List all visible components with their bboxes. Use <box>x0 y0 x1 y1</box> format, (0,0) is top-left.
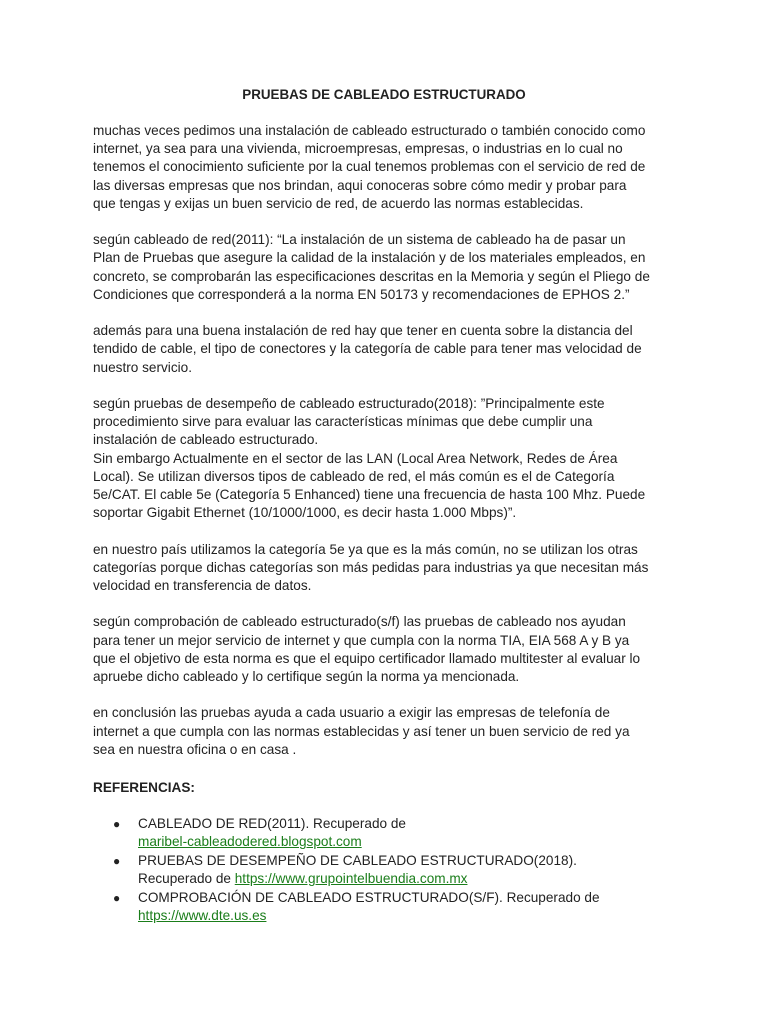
text-line: Sin embargo Actualmente en el sector de las LAN (Local Area Network, Redes de Área <box>93 450 618 466</box>
bullet-icon: ● <box>113 890 121 905</box>
reference-link-line <box>138 833 693 851</box>
reference-item <box>113 852 693 889</box>
paragraph-categoria-5e <box>93 541 683 596</box>
text-line: en nuestro país utilizamos la categoría 5e ya que es la más común, no se utilizan los otras <box>93 541 638 557</box>
text-line: internet a que cumpla con las normas establecidas y así tener un buen servicio de red ya <box>93 723 630 739</box>
text-line: 5e/CAT. El cable 5e (Categoría 5 Enhanced) tiene una frecuencia de hasta 100 Mhz. Puede <box>93 487 646 503</box>
paragraph-comprobacion <box>93 613 683 686</box>
text-line: nuestro servicio. <box>93 359 192 375</box>
text-line: que tengas y exijas un buen servicio de red, de acuerdo las normas establecidas. <box>93 195 584 211</box>
text-line: las diversas empresas que nos brindan, aqui conoceras sobre cómo medir y probar para <box>93 177 627 193</box>
paragraph-conclusion <box>93 704 683 759</box>
text-line: según pruebas de desempeño de cableado estructurado(2018): ”Principalmente este <box>93 396 605 411</box>
bullet-icon: ● <box>113 817 121 831</box>
text-line: que el objetivo de esta norma es que el equipo certificador llamado multitester al evaluar lo <box>93 650 641 666</box>
paragraph-intro <box>93 122 683 213</box>
reference-prefix: Recuperado de <box>138 871 235 887</box>
reference-link-line <box>138 870 693 888</box>
document-title: PRUEBAS DE CABLEADO ESTRUCTURADO <box>242 87 526 102</box>
text-line: categorías porque dichas categorías son más pedidas para industrias ya que necesitan más <box>93 559 649 575</box>
document-body <box>93 122 683 777</box>
text-line: para tener un mejor servicio de internet y que cumpla con la norma TIA, EIA 568 A y B ya <box>93 632 630 648</box>
text-line: concreto, se comprobarán las especificaciones descritas en la Memoria y según el Pliego de <box>93 268 650 284</box>
text-line: velocidad en transferencia de datos. <box>93 578 312 594</box>
bullet-icon: ● <box>113 853 121 868</box>
text-line: apruebe dicho cableado y lo certifique según la norma ya mencionada. <box>93 669 520 685</box>
text-line: tenemos el conocimiento suficiente por la cual tenemos problemas con el servicio de red de <box>93 159 646 175</box>
text-line: Plan de Pruebas que asegure la calidad de la instalación y de los materiales empleados, en <box>93 250 646 266</box>
paragraph-instalacion <box>93 322 683 377</box>
text-line: además para una buena instalación de red hay que tener en cuenta sobre la distancia del <box>93 323 633 339</box>
text-line: según cableado de red(2011): “La instalación de un sistema de cableado ha de pasar un <box>93 232 626 248</box>
reference-text: COMPROBACIÓN DE CABLEADO ESTRUCTURADO(S/F). Recuperado de <box>138 889 600 905</box>
references-heading: REFERENCIAS: <box>93 780 195 795</box>
text-line: Condiciones que corresponderá a la norma EN 50173 y recomendaciones de EPHOS 2.” <box>93 286 630 302</box>
text-line: internet, ya sea para una vivienda, microempresas, empresas, o industrias en lo cual no <box>93 141 623 157</box>
reference-item <box>113 889 693 926</box>
text-line: soportar Gigabit Ethernet (10/1000/1000, es decir hasta 1.000 Mbps)”. <box>93 505 517 521</box>
text-line: según comprobación de cableado estructurado(s/f) las pruebas de cableado nos ayudan <box>93 614 626 630</box>
text-line: muchas veces pedimos una instalación de cableado estructurado o también conocido como <box>93 123 646 138</box>
paragraph-pruebas-desempeno-quote <box>93 395 683 522</box>
text-line: procedimiento sirve para evaluar las características mínimas que debe cumplir una <box>93 414 593 430</box>
text-line: Local). Se utilizan diversos tipos de cableado de red, el más común es el de Categoría <box>93 468 615 484</box>
reference-link-pruebas-desempeno[interactable]: https://www.grupointelbuendia.com.mx <box>234 871 468 887</box>
reference-link-cableado-de-red[interactable]: maribel-cableadodered.blogspot.com <box>138 834 362 850</box>
reference-item <box>113 815 693 852</box>
references-list <box>113 815 693 925</box>
text-line: tendido de cable, el tipo de conectores y la categoría de cable para tener mas velocidad de <box>93 341 642 357</box>
reference-text: CABLEADO DE RED(2011). Recuperado de <box>138 816 406 831</box>
text-line: instalación de cableado estructurado. <box>93 432 319 448</box>
reference-link-comprobacion[interactable]: https://www.dte.us.es <box>138 908 267 924</box>
reference-text: PRUEBAS DE DESEMPEÑO DE CABLEADO ESTRUCTURADO(2018). <box>138 852 577 868</box>
text-line: en conclusión las pruebas ayuda a cada usuario a exigir las empresas de telefonía de <box>93 705 610 721</box>
reference-link-line <box>138 907 693 925</box>
paragraph-cableado-de-red-quote <box>93 231 683 304</box>
text-line: sea en nuestra oficina o en casa . <box>93 741 297 757</box>
